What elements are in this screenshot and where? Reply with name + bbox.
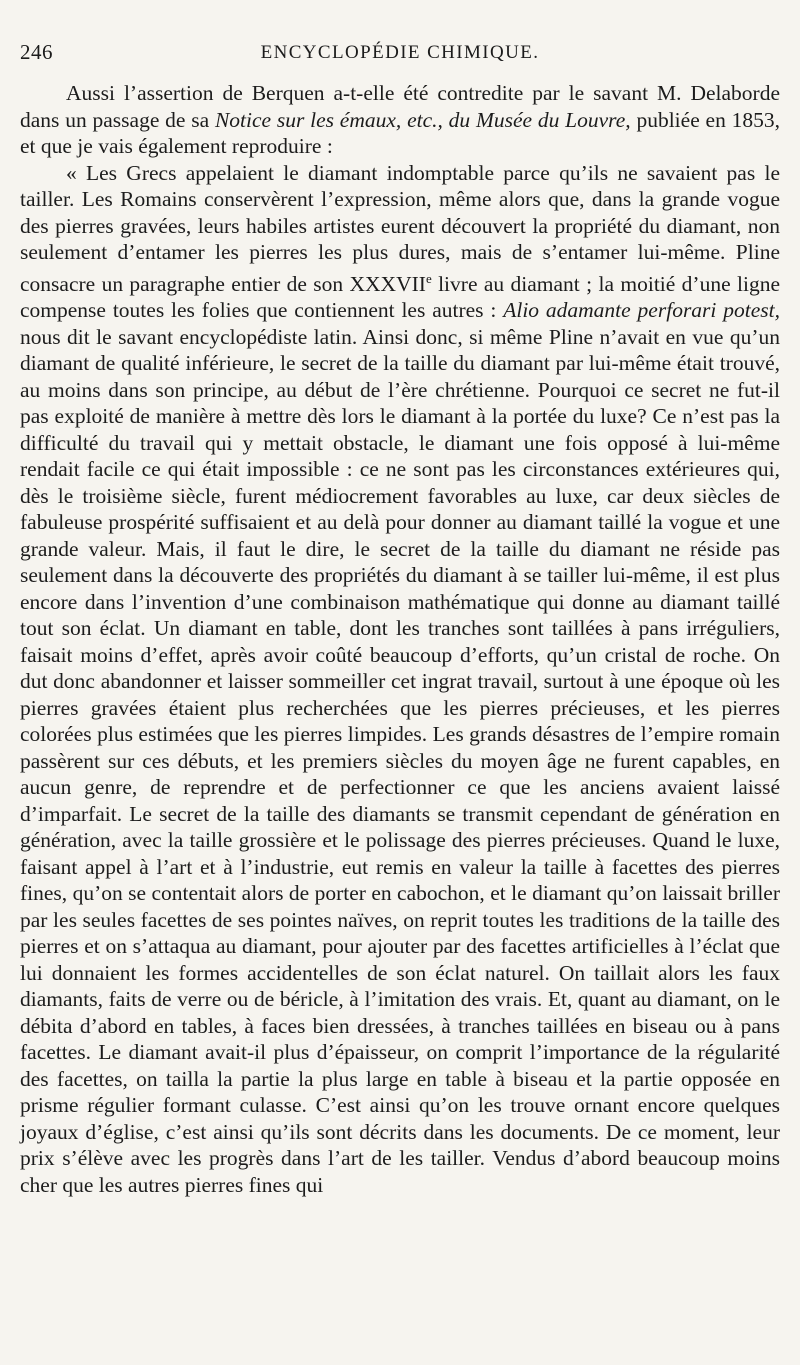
body-text [20, 80, 780, 1198]
notice-title-italic: Notice sur les émaux, etc., du Musée du Louvre, [214, 107, 631, 132]
latin-quote-italic: Alio adamante perforari potest, [503, 298, 780, 323]
superscript-e: e [425, 270, 432, 286]
paragraph-1 [20, 80, 780, 160]
running-header [20, 40, 780, 70]
paragraph-2-text-b: livre au diamant ; la moitié d’une ligne compense toutes les folies que contiennent les autres : [20, 271, 780, 323]
running-title: ENCYCLOPÉDIE CHIMIQUE. [260, 42, 540, 63]
paragraph-1-text-a: Aussi l’assertion de Berquen a-t-elle été contredite par le savant M. Delaborde dans un passage de sa [20, 81, 780, 132]
page-number: 246 [20, 40, 53, 64]
paragraph-2-text-d: nous dit le savant encyclopédiste latin. Ainsi donc, si même Pline n’avait en vue qu’un diamant de qualité inférieure, le secret de la taille du diamant par lui-même était trouvé, au moins dans son principe, au début de l’ère chrétienne. Pourquoi ce secret ne fut-il pas exploité de manière à mettre dès lors le diamant à la portée du luxe? Ce n’est pas la difficulté du travail qui y mettait obstacle, le diamant une fois opposé à lui-même rendait facile ce qui était impossible : ce ne sont pas les circonstances extérieures qui, dès le troisième siècle, furent médiocrement favorables au luxe, car deux siècles de fabuleuse prospérité suffisaient et au delà pour donner au diamant taillé la vogue et une grande valeur. Mais, il faut le dire, le secret de la taille du diamant ne réside pas seulement dans la découverte des propriétés du diamant à se tailler lui-même, il est plus encore dans l’invention d’une combinaison mathématique qui donne au diamant taillé tout son éclat. Un diamant en table, dont les tranches sont taillées à pans irréguliers, faisait moins d’effet, après avoir coûté beaucoup d’efforts, qu’un cristal de roche. On dut donc abandonner et laisser sommeiller cet ingrat travail, surtout à une époque où les pierres gravées étaient plus recherchées que les pierres précieuses, et les pierres colorées plus estimées que les pierres limpides. Les grands désastres de l’empire romain passèrent sur ces débuts, et les premiers siècles du moyen âge ne furent capables, en aucun genre, de reprendre et de perfectionner ce que les anciens avaient laissé d’imparfait. Le secret de la taille des diamants se transmit cependant de génération en génération, avec la taille grossière et le polissage des pierres précieuses. Quand le luxe, faisant appel à l’art et à l’industrie, eut remis en valeur la taille à facettes des pierres fines, qu’on se contentait alors de porter en cabochon, et le diamant qu’on laissait briller par les seules facettes de ses pointes naïves, on reprit toutes les traditions de la taille des pierres et on s’attaqua au diamant, pour ajouter par des facettes artificielles à l’éclat que lui donnaient les formes accidentelles de son éclat naturel. On taillait alors les faux diamants, faits de verre ou de béricle, à l’imitation des vrais. Et, quant au diamant, on le débita d’abord en tables, à faces bien dressées, à tranches taillées en biseau ou à pans facettes. Le diamant avait-il plus d’épaisseur, on comprit l’importance de la régularité des facettes, on tailla la partie la plus large en table à biseau et la partie opposée en prisme régulier formant culasse. C’est ainsi qu’on les trouve ornant encore quelques joyaux d’église, c’est ainsi qu’ils sont décrits dans les documents. De ce moment, leur prix s’élève avec les progrès dans l’art de les tailler. Vendus d’abord beaucoup moins cher que les autres pierres fines qui [20, 324, 780, 1197]
paragraph-2-text-a: « Les Grecs appelaient le diamant indomptable parce qu’ils ne savaient pas le tailler. Les Romains conservèrent l’expression, même alors que, dans la grande vogue des pierres gravées, leurs habiles artistes eurent découvert la propriété du diamant, non seulement d’entamer les pierres les plus dures, mais de s’entamer lui-même. Pline consacre un paragraphe entier de son XXXVII [20, 160, 780, 296]
paragraph-1-text-c: publiée en 1853, et que je vais également reproduire : [20, 107, 780, 158]
paragraph-2 [20, 160, 780, 1199]
